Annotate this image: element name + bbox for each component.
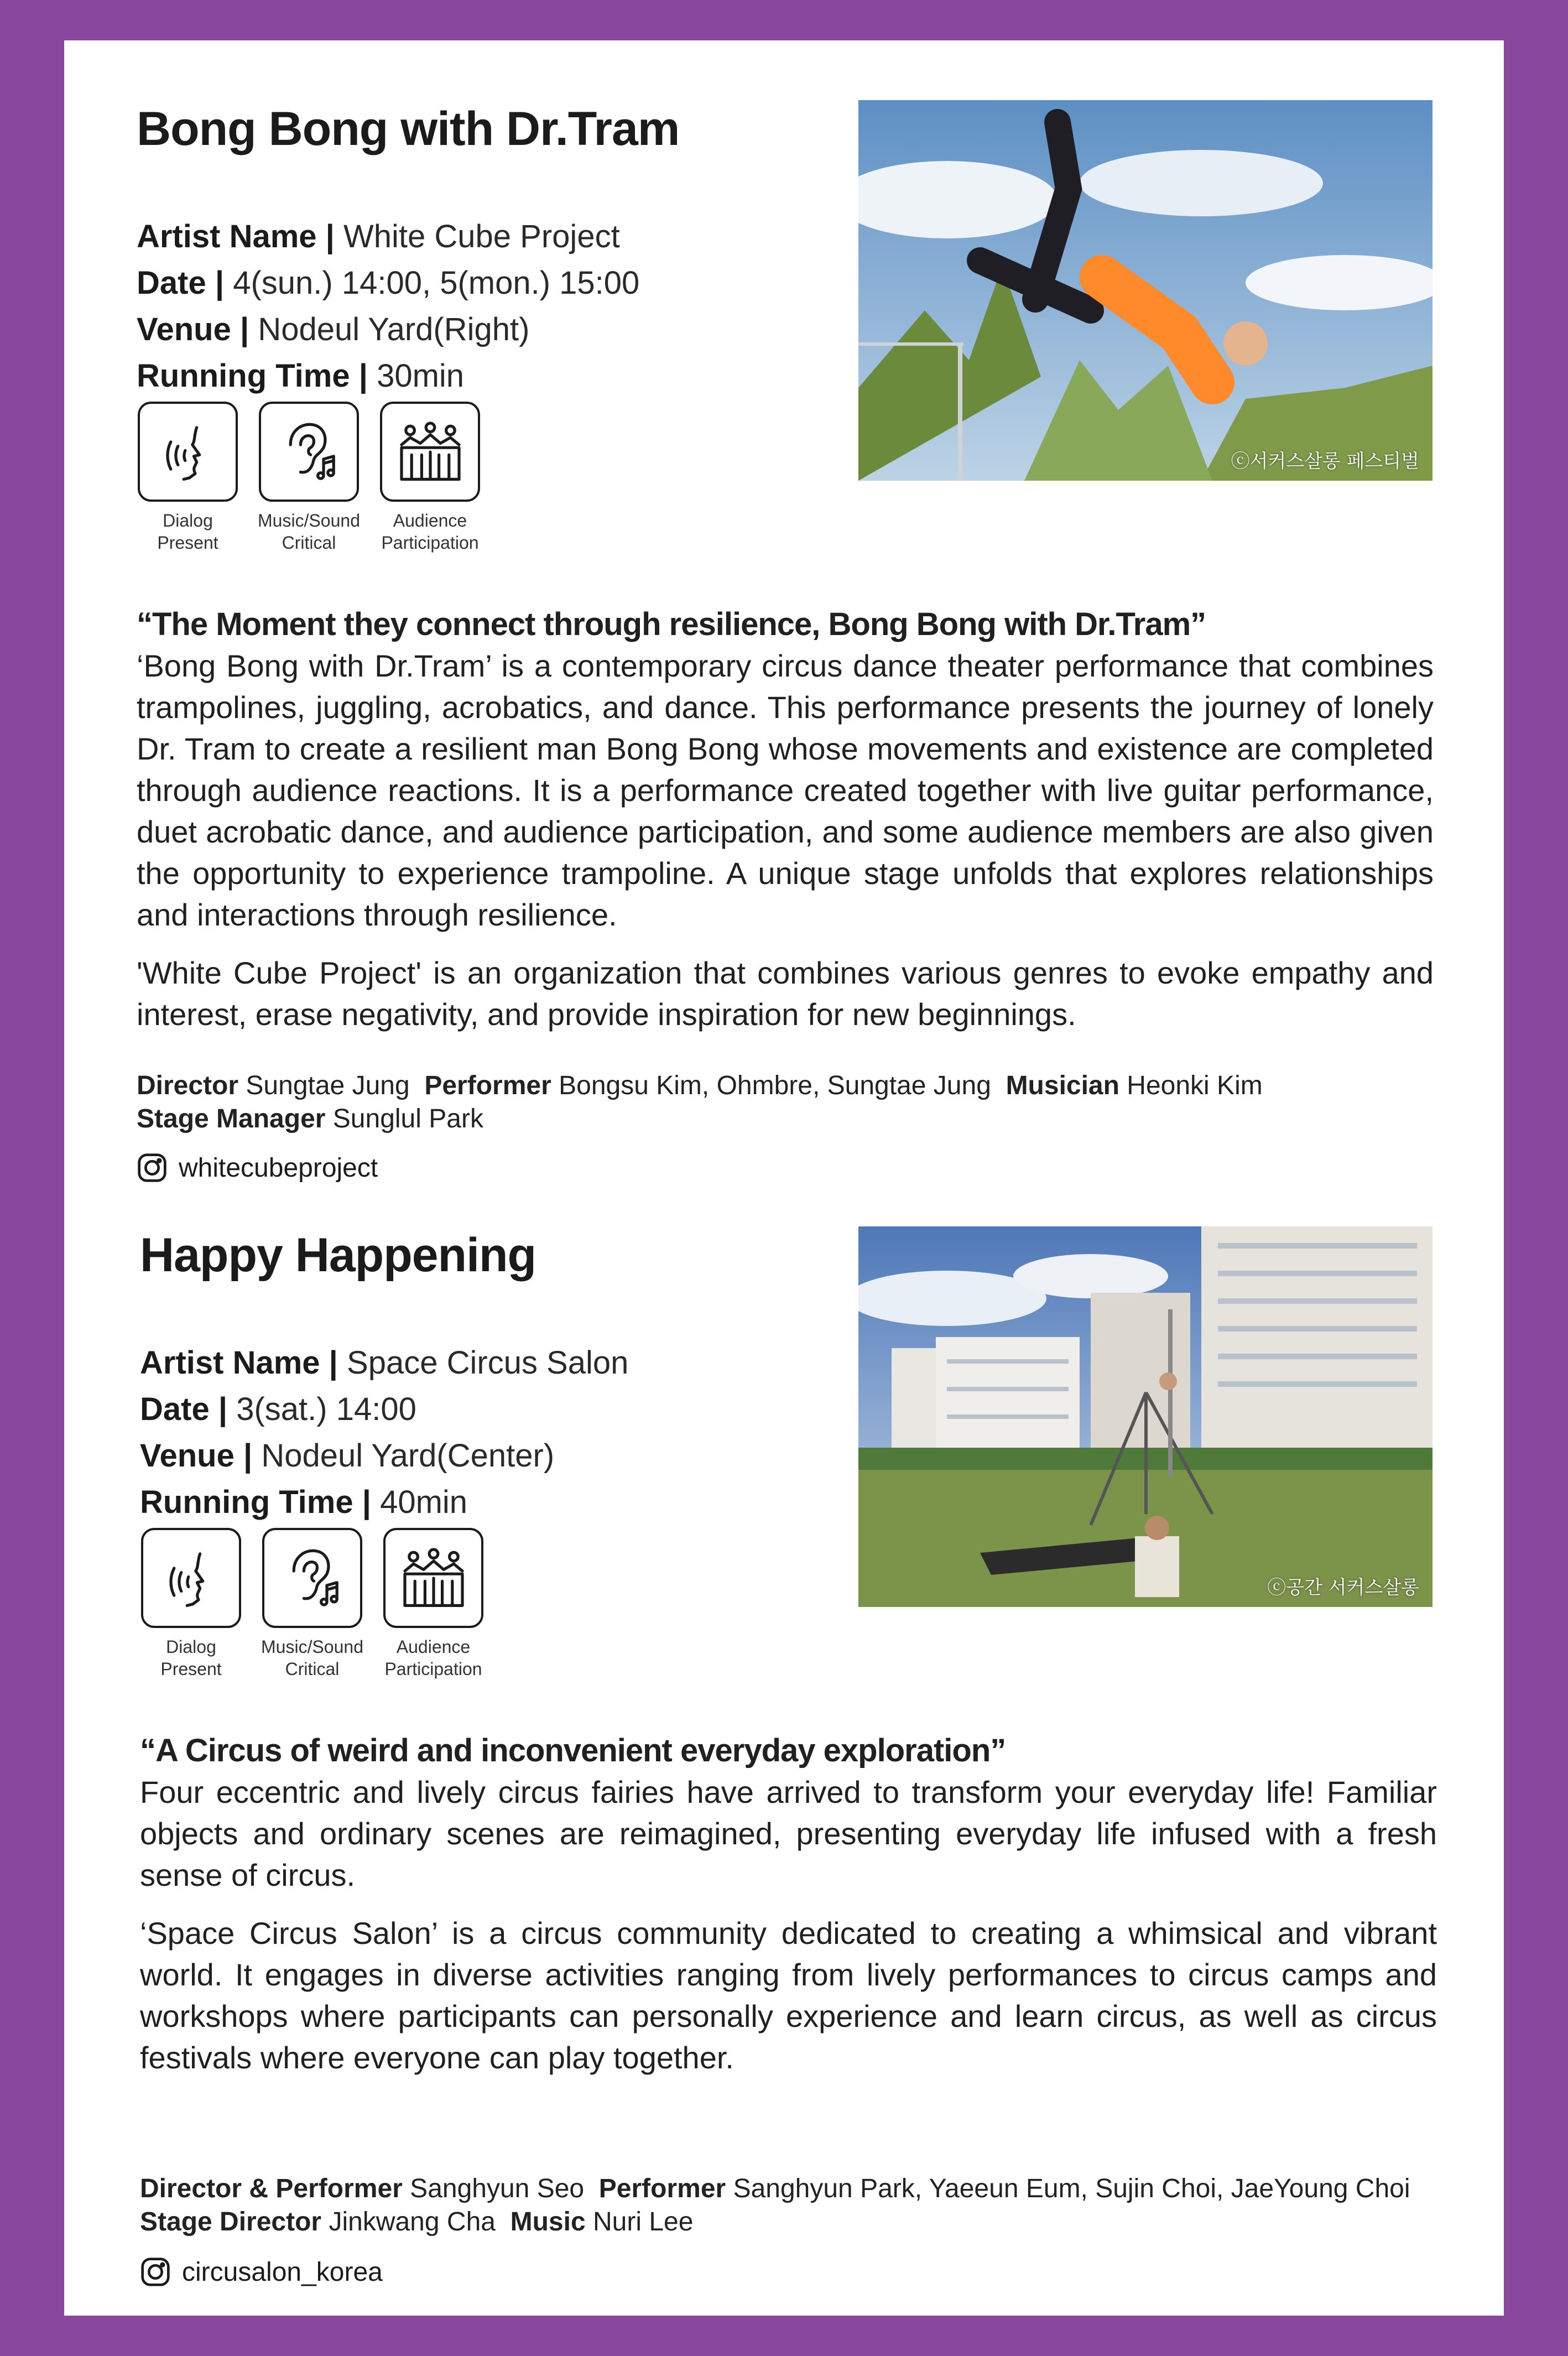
date-value: 4(sun.) 14:00, 5(mon.) 15:00 xyxy=(233,265,640,301)
running-time-row xyxy=(137,353,639,399)
show-photo-outdoor xyxy=(858,1226,1432,1607)
separator: | xyxy=(239,311,249,347)
date-label: Date xyxy=(137,265,206,301)
running-time-value: 30min xyxy=(377,358,465,394)
accessibility-icons xyxy=(137,402,481,554)
venue-value: Nodeul Yard(Center) xyxy=(261,1438,555,1474)
credit-role: Stage Director xyxy=(140,2207,322,2237)
running-time-value: 40min xyxy=(380,1484,468,1520)
icon-label: Music/Sound Critical xyxy=(258,511,360,553)
audience-participation-icon xyxy=(380,402,480,502)
icon-item-audience xyxy=(382,1528,485,1680)
show-credits xyxy=(140,2172,1437,2239)
credit-role: Performer xyxy=(424,1071,551,1100)
show-info xyxy=(137,214,639,399)
credit-names: Sanghyun Seo xyxy=(410,2174,585,2203)
description-paragraph: Four eccentric and lively circus fairies have arrived to transform your everyday life! Familiar objects and ordinary scenes are reimagined, presenting everyday life infused with a fresh sense of circus. xyxy=(140,1775,1437,1892)
show-photo-trampoline xyxy=(858,100,1432,481)
show-title: Bong Bong with Dr.Tram xyxy=(137,102,680,155)
venue-value: Nodeul Yard(Right) xyxy=(258,311,530,347)
artist-paragraph: ‘Space Circus Salon’ is a circus community dedicated to creating a whimsical and vibrant world. It engages in diverse activities ranging from lively performances to circus camps and workshops where participants can personally experience and learn circus, as well as circus festivals where everyone can play together. xyxy=(140,1916,1437,2075)
artist-label: Artist Name xyxy=(140,1345,320,1381)
venue-row xyxy=(140,1433,628,1479)
date-value: 3(sat.) 14:00 xyxy=(236,1391,416,1427)
artist-value: White Cube Project xyxy=(343,219,620,254)
credit-role: Musician xyxy=(1006,1071,1119,1100)
dialog-icon xyxy=(138,402,238,502)
show-description xyxy=(140,1730,1437,2078)
icon-label: Dialog Present xyxy=(160,1637,222,1679)
venue-label: Venue xyxy=(137,311,231,347)
program-sheet xyxy=(64,40,1504,2316)
credit-names: Bongsu Kim, Ohmbre, Sungtae Jung xyxy=(559,1071,991,1100)
music-sound-icon xyxy=(259,402,359,502)
running-time-row xyxy=(140,1479,628,1526)
credits-line-1 xyxy=(140,2172,1437,2206)
icon-label: Music/Sound Critical xyxy=(261,1637,363,1679)
separator: | xyxy=(362,1484,371,1520)
credit-role: Performer xyxy=(598,2174,726,2203)
instagram-handle: whitecubeproject xyxy=(179,1153,378,1183)
icon-item-music xyxy=(258,402,360,554)
artist-label: Artist Name xyxy=(137,219,317,254)
separator: | xyxy=(243,1438,253,1474)
description-paragraph: ‘Bong Bong with Dr.Tram’ is a contemporary circus dance theater performance that combines trampolines, juggling, acrobatics, and dance. This performance presents the journey of lonely Dr. Tram to create a resilient man Bong Bong whose movements and existence are completed through audience reactions. It is a performance created together with live guitar performance, duet acrobatic dance, and audience participation, and some audience members are also given the opportunity to experience trampoline. A unique stage unfolds that explores relationships and interactions through resilience. xyxy=(137,648,1434,932)
running-time-label: Running Time xyxy=(140,1484,353,1520)
instagram-icon xyxy=(140,2256,171,2287)
credits-line-1 xyxy=(137,1069,1434,1102)
artist-paragraph: 'White Cube Project' is an organization that combines various genres to evoke empathy and interest, erase negativity, and provide inspiration for new beginnings. xyxy=(137,955,1434,1032)
date-row xyxy=(137,260,639,306)
dialog-icon xyxy=(141,1528,241,1628)
show-quote: “A Circus of weird and inconvenient everyday exploration” xyxy=(140,1733,1006,1769)
credit-role: Stage Manager xyxy=(137,1104,326,1133)
artist-row xyxy=(137,214,639,260)
separator: | xyxy=(325,219,335,254)
date-row xyxy=(140,1386,628,1433)
instagram-handle: circusalon_korea xyxy=(182,2257,383,2287)
venue-row xyxy=(137,306,639,353)
instagram-link[interactable] xyxy=(140,2256,383,2287)
credit-role: Music xyxy=(510,2207,586,2237)
show-quote: “The Moment they connect through resilience, Bong Bong with Dr.Tram” xyxy=(137,606,1206,642)
credit-names: Sanghyun Park, Yaeeun Eum, Sujin Choi, JaeYoung Choi xyxy=(733,2174,1410,2203)
date-label: Date xyxy=(140,1391,210,1427)
icon-label: Audience Participation xyxy=(381,511,479,553)
running-time-label: Running Time xyxy=(137,358,350,394)
icon-item-music xyxy=(261,1528,363,1680)
show-description xyxy=(137,604,1434,1035)
separator: | xyxy=(358,358,368,394)
show-info xyxy=(140,1340,628,1526)
credit-names: Sunglul Park xyxy=(332,1104,483,1133)
photo-credit: ⓒ서커스살롱 페스티벌 xyxy=(1231,450,1419,472)
show-credits xyxy=(137,1069,1434,1136)
credit-names: Nuri Lee xyxy=(593,2207,694,2237)
credit-names: Jinkwang Cha xyxy=(329,2207,496,2237)
icon-item-dialog xyxy=(140,1528,242,1680)
separator: | xyxy=(215,265,225,301)
credits-line-2 xyxy=(137,1102,1434,1136)
icon-item-dialog xyxy=(137,402,239,554)
icon-label: Audience Participation xyxy=(384,1637,482,1679)
venue-label: Venue xyxy=(140,1438,235,1474)
photo-credit: ⓒ공간 서커스살롱 xyxy=(1267,1577,1419,1599)
show-title: Happy Happening xyxy=(140,1229,536,1282)
credit-names: Sungtae Jung xyxy=(246,1071,410,1100)
icon-item-audience xyxy=(379,402,481,554)
artist-row xyxy=(140,1340,628,1386)
instagram-link[interactable] xyxy=(137,1152,378,1183)
separator: | xyxy=(218,1391,228,1427)
icon-label: Dialog Present xyxy=(157,511,218,553)
credit-role: Director xyxy=(137,1071,239,1100)
separator: | xyxy=(329,1345,338,1381)
credit-role: Director & Performer xyxy=(140,2174,403,2203)
music-sound-icon xyxy=(262,1528,362,1628)
credits-line-2 xyxy=(140,2206,1437,2239)
audience-participation-icon xyxy=(383,1528,483,1628)
accessibility-icons xyxy=(140,1528,485,1680)
credit-names: Heonki Kim xyxy=(1127,1071,1263,1100)
instagram-icon xyxy=(137,1152,168,1183)
artist-value: Space Circus Salon xyxy=(347,1345,629,1381)
